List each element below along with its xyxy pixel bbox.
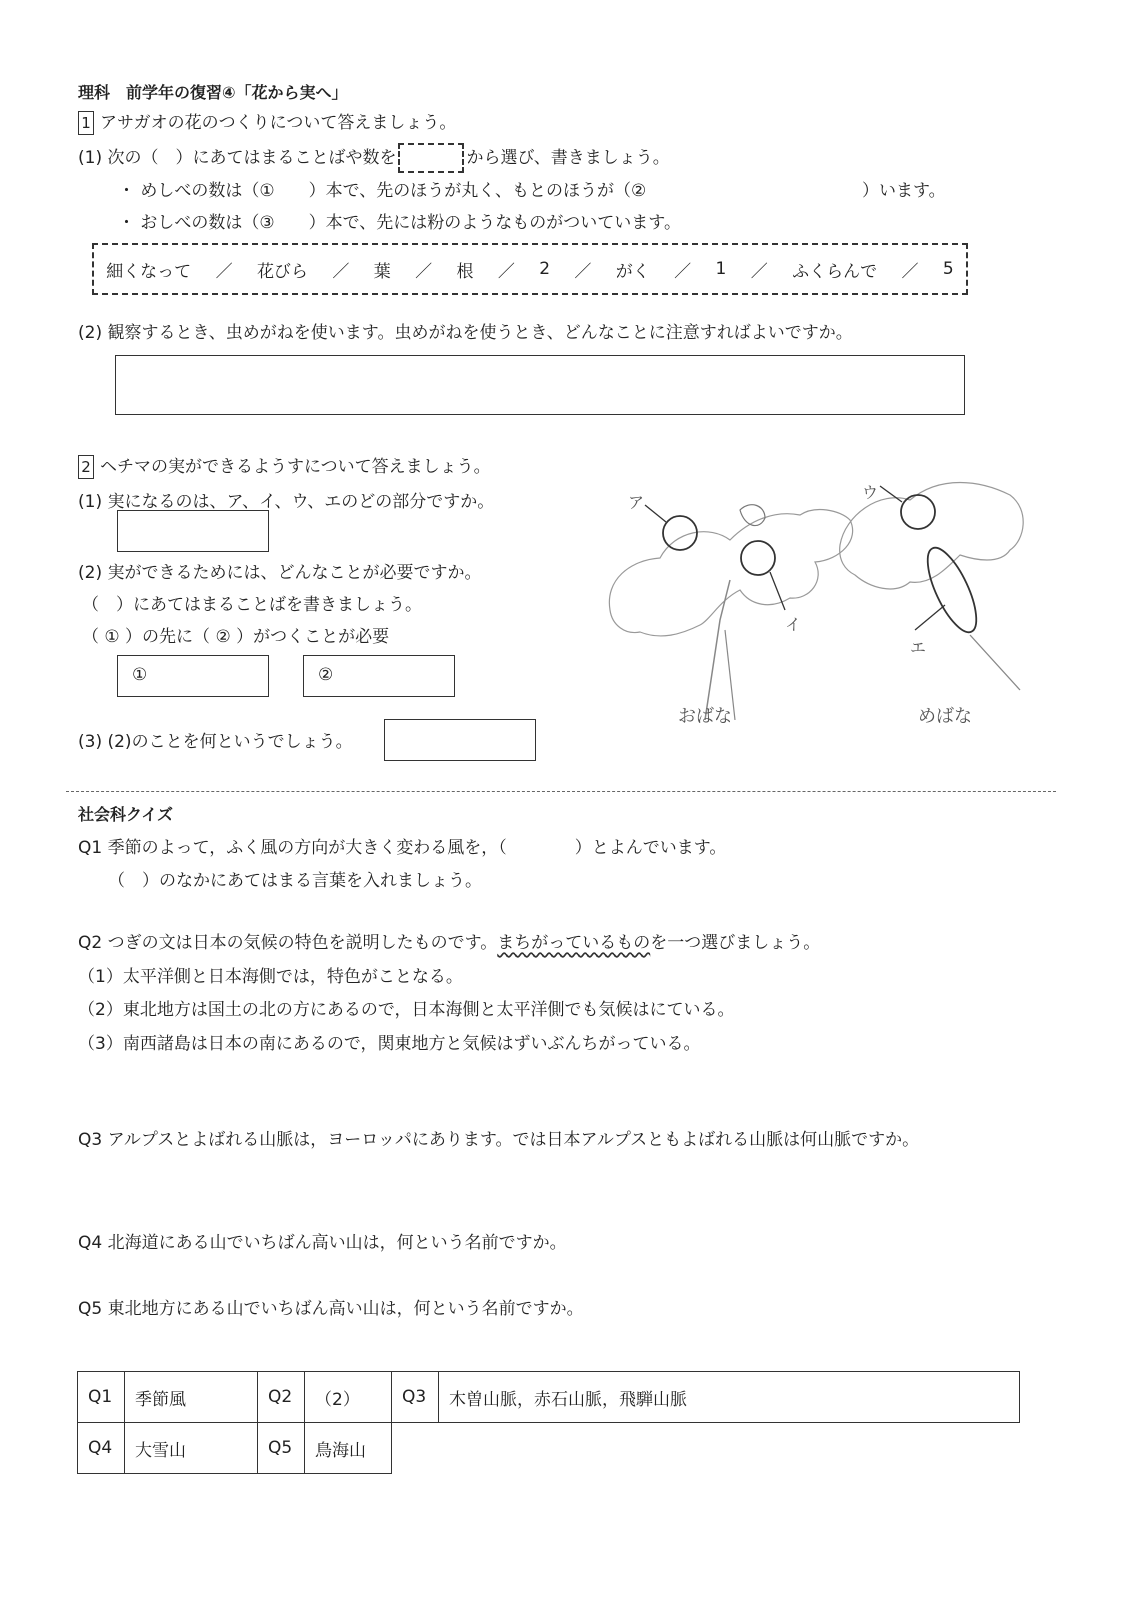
social-q2-suffix: を一つ選びましょう。 <box>650 933 821 953</box>
q2-heading <box>78 452 491 479</box>
table-row <box>78 1423 1020 1474</box>
social-q2-prefix: Q2 つぎの文は日本の気候の特色を説明したものです。 <box>78 933 498 953</box>
social-title: 社会科クイズ <box>78 805 174 824</box>
social-q1-b: （ ）のなかにあてはまる言葉を入れましょう。 <box>108 871 482 891</box>
choice-separator: ／ <box>215 261 233 282</box>
q2-heading-text: ヘチマの実ができるようすについて答えましょう。 <box>100 457 491 477</box>
answer-q3: 木曽山脈，赤石山脈，飛騨山脈 <box>439 1372 1020 1423</box>
choice-separator: ／ <box>574 261 592 282</box>
answer-q5: 鳥海山 <box>305 1423 392 1474</box>
pointer-e <box>915 605 945 630</box>
choice-separator: ／ <box>415 261 433 282</box>
q2-part1: (1) 実になるのは、ア、イ、ウ、エのどの部分ですか。 <box>78 492 495 512</box>
q1-heading <box>78 108 456 135</box>
social-q2 <box>78 928 820 953</box>
answer-q4: 大雪山 <box>125 1423 258 1474</box>
label-female-flower: めばな <box>918 706 972 727</box>
ellipse-e <box>918 542 986 639</box>
q1-answer-box[interactable] <box>115 355 965 415</box>
answer-label-q1: Q1 <box>78 1372 125 1423</box>
box2-label: ② <box>318 665 334 685</box>
choice-separator: ／ <box>901 261 919 282</box>
choice-item: 細くなって <box>106 261 192 282</box>
choice-item: 1 <box>715 259 727 279</box>
q2-part3-answer-box[interactable] <box>384 719 536 761</box>
q2-part2-b: （ ）にあてはまることばを書きましょう。 <box>82 595 422 615</box>
label-a: ア <box>628 493 645 512</box>
q2-answer-box-2[interactable] <box>303 655 455 697</box>
loofah-flower-figure <box>600 470 1040 720</box>
social-q5: Q5 東北地方にある山でいちばん高い山は，何という名前ですか。 <box>78 1299 584 1319</box>
q2-part2-a: (2) 実ができるためには、どんなことが必要ですか。 <box>78 563 482 583</box>
answer-label-q2: Q2 <box>258 1372 305 1423</box>
choice-item: 2 <box>539 259 551 279</box>
q1-number: 1 <box>78 111 94 135</box>
circle-i <box>741 541 775 575</box>
social-q2-option-3: （3）南西諸島は日本の南にあるので，関東地方と気候はずいぶんちがっている。 <box>78 1034 701 1054</box>
choice-item: がく <box>615 261 650 282</box>
q1-part2: (2) 観察するとき、虫めがねを使います。虫めがねを使うとき、どんなことに注意すればよいですか。 <box>78 323 853 343</box>
male-leaf-shape <box>609 510 852 636</box>
q2-part2-c: （ ① ）の先に（ ② ）がつくことが必要 <box>82 627 390 647</box>
q1-part1-suffix: から選び、書きましょう。 <box>466 148 670 168</box>
social-q1-a: Q1 季節のよって，ふく風の方向が大きく変わる風を，（ ）とよんでいます。 <box>78 838 727 858</box>
empty-cell <box>392 1423 439 1474</box>
choice-item: 5 <box>942 259 954 279</box>
q2-part3: (3) (2)のことを何というでしょう。 <box>78 732 353 752</box>
choice-item: 花びら <box>256 261 308 282</box>
section-divider <box>66 791 1056 792</box>
label-i: イ <box>785 615 802 634</box>
answer-table <box>77 1371 1020 1474</box>
choice-item: ふくらんで <box>792 261 878 282</box>
table-row <box>78 1372 1020 1423</box>
social-q2-option-1: （1）太平洋側と日本海側では，特色がことなる。 <box>78 967 463 987</box>
answer-label-q3: Q3 <box>392 1372 439 1423</box>
q2-number: 2 <box>78 455 94 479</box>
q1-line1-end: ）います。 <box>862 181 946 201</box>
q1-part1-prefix: (1) 次の（ ）にあてはまることばや数を <box>78 148 397 168</box>
q2-answer-box-1[interactable] <box>117 655 269 697</box>
label-male-flower: おばな <box>678 706 732 727</box>
science-title: 理科 前学年の復習④「花から実へ」 <box>78 83 348 102</box>
q1-part1 <box>78 143 670 173</box>
choice-separator: ／ <box>674 261 692 282</box>
social-q2-underlined: まちがっているもの <box>497 933 651 953</box>
q2-part1-answer-box[interactable] <box>117 510 269 552</box>
empty-cell <box>439 1423 1020 1474</box>
circle-u <box>901 495 935 529</box>
q1-line1: ・ めしべの数は（① ）本で、先のほうが丸く、もとのほうが（② <box>118 181 647 201</box>
choice-separator: ／ <box>750 261 768 282</box>
answer-label-q4: Q4 <box>78 1423 125 1474</box>
female-stem <box>970 635 1020 690</box>
box1-label: ① <box>132 665 148 685</box>
social-q2-option-2: （2）東北地方は国土の北の方にあるので，日本海側と太平洋側でも気候はにている。 <box>78 1000 735 1020</box>
social-q3: Q3 アルプスとよばれる山脈は，ヨーロッパにあります。では日本アルプスともよばれる山脈は何山脈ですか。 <box>78 1130 920 1150</box>
answer-label-q5: Q5 <box>258 1423 305 1474</box>
choice-item: 葉 <box>373 261 391 282</box>
answer-q1: 季節風 <box>125 1372 258 1423</box>
answer-q2: （2） <box>305 1372 392 1423</box>
choice-item: 根 <box>456 261 474 282</box>
q1-line2: ・ おしべの数は（③ ）本で、先には粉のようなものがついています。 <box>118 213 681 233</box>
label-u: ウ <box>862 483 879 502</box>
choice-box <box>92 243 968 295</box>
choice-separator: ／ <box>332 261 350 282</box>
male-stem <box>705 580 730 720</box>
pointer-a <box>645 505 666 522</box>
choice-separator: ／ <box>497 261 515 282</box>
inline-dashed-box <box>398 143 464 173</box>
label-e: エ <box>910 638 927 657</box>
q1-heading-text: アサガオの花のつくりについて答えましょう。 <box>100 113 457 133</box>
social-q4: Q4 北海道にある山でいちばん高い山は，何という名前ですか。 <box>78 1233 567 1253</box>
